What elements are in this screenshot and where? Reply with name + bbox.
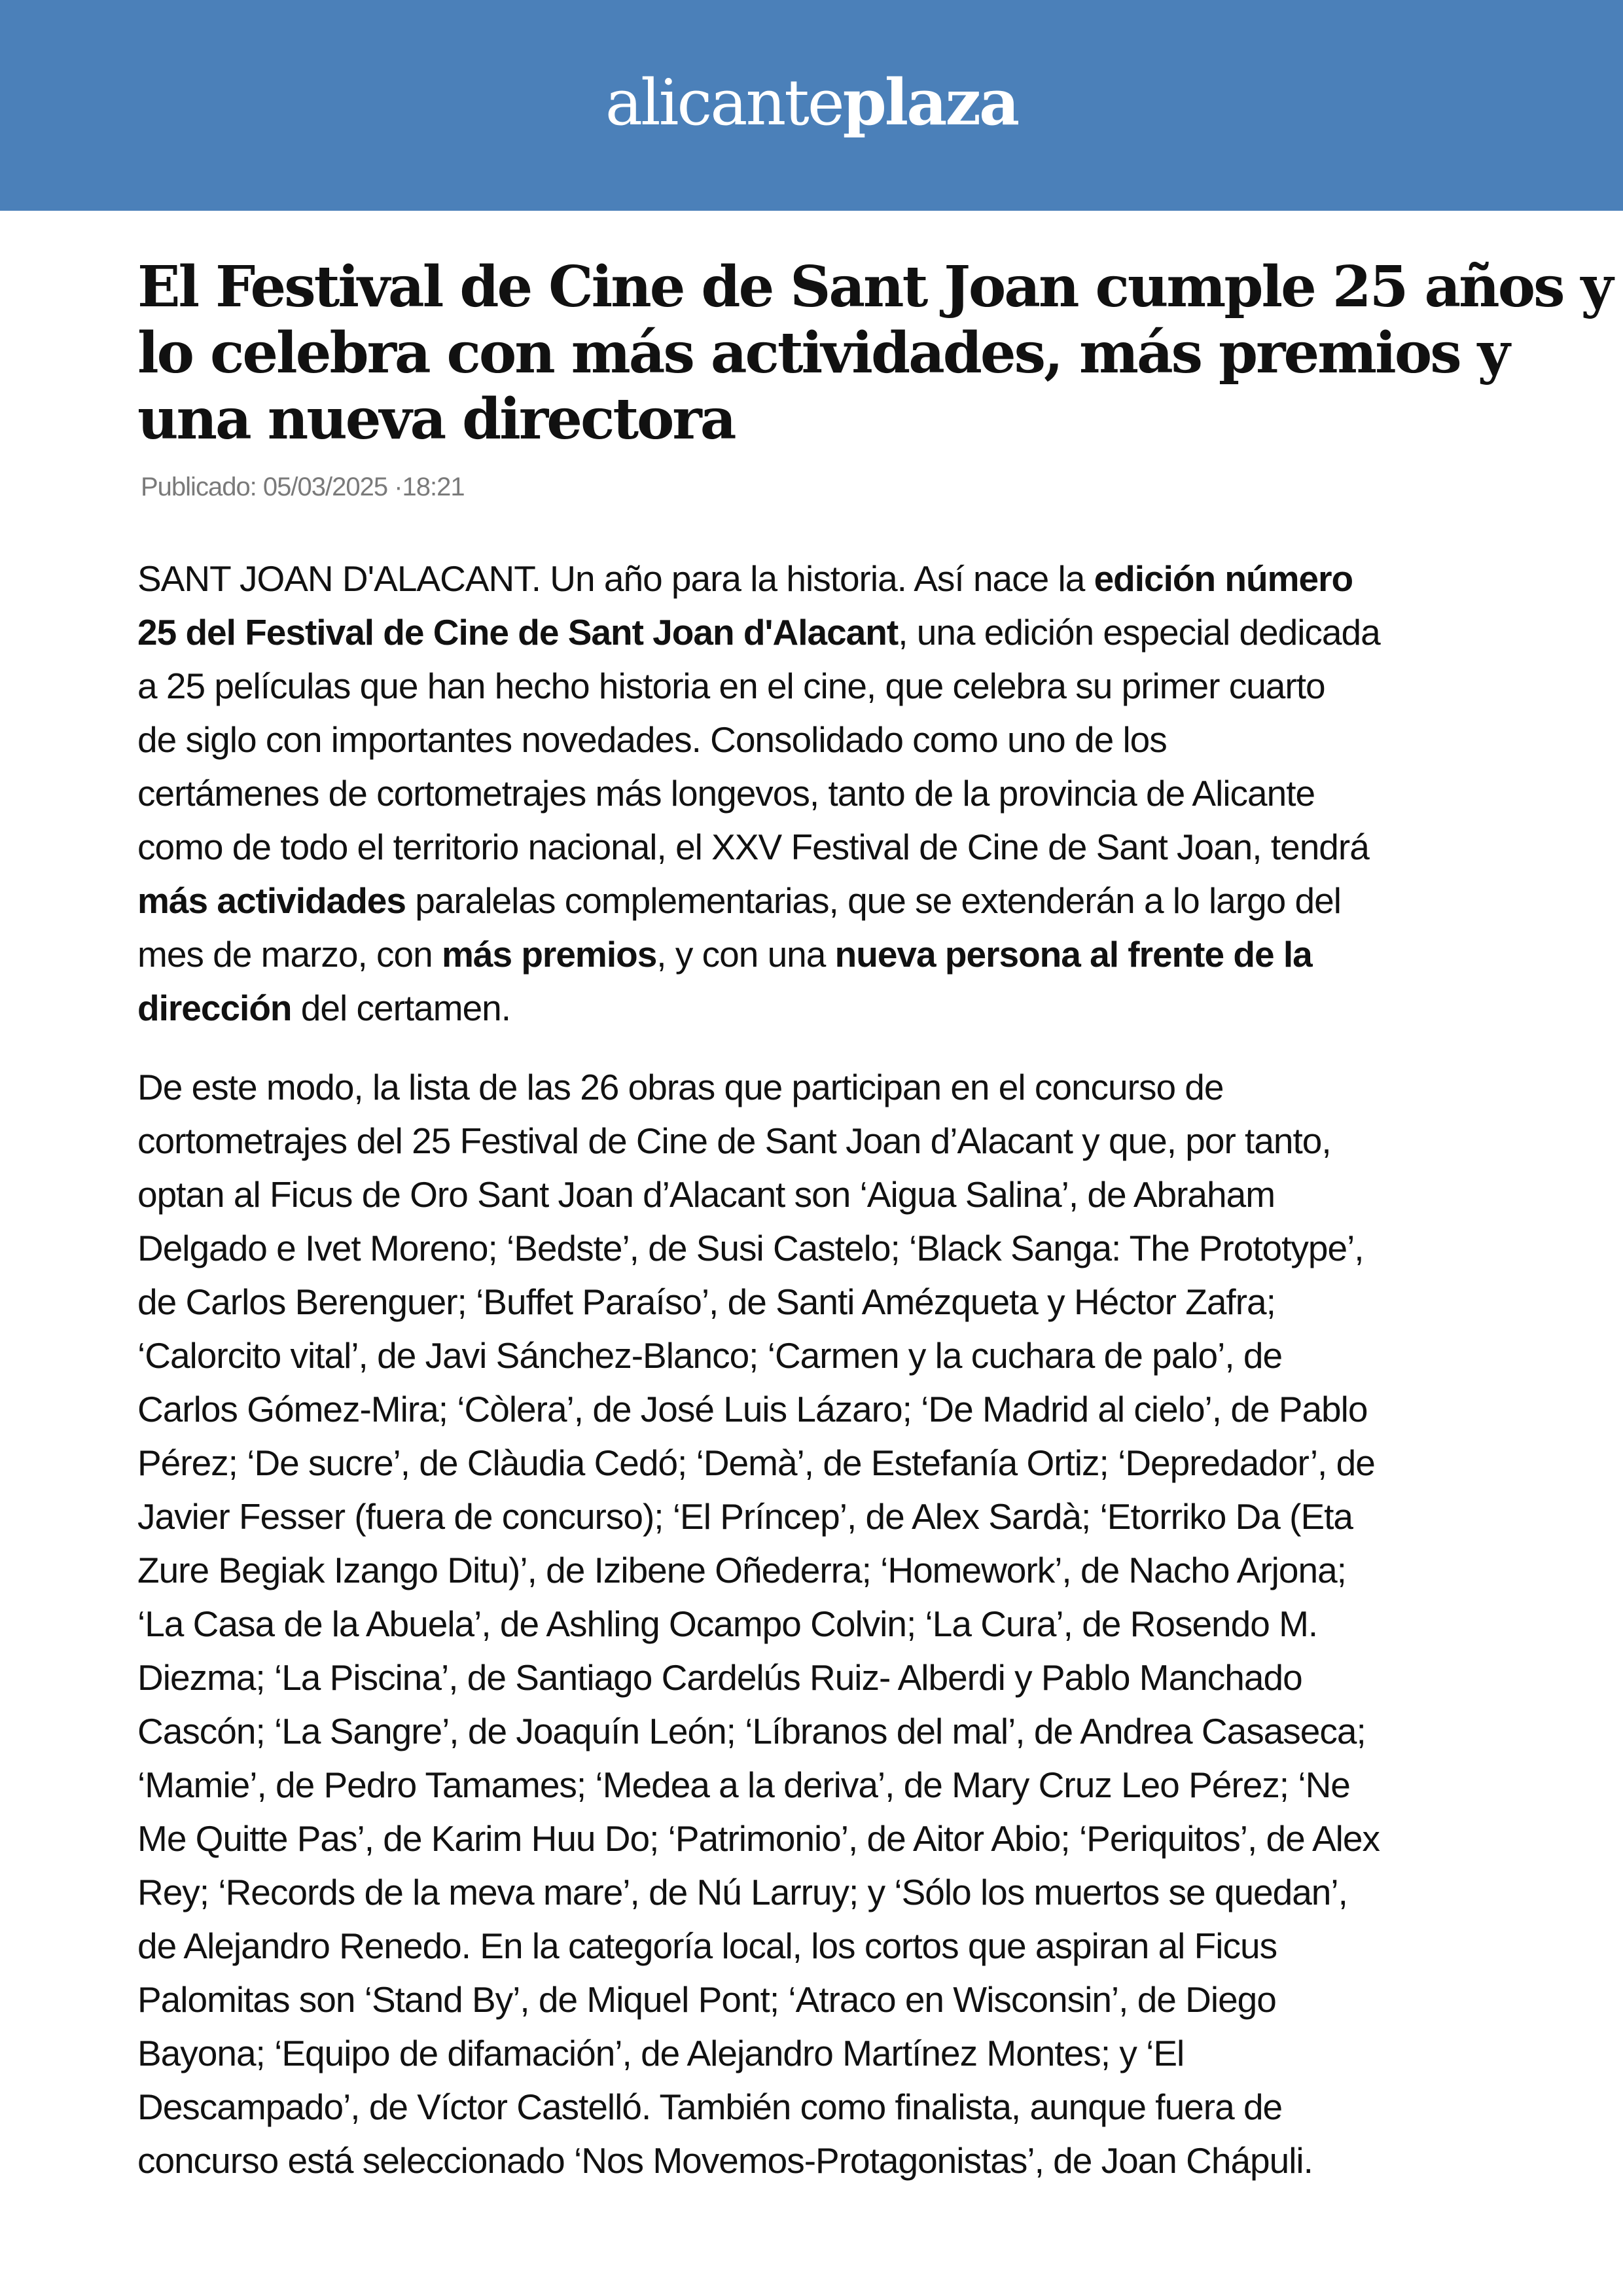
paragraph-line: Me Quitte Pas’, de Karim Huu Do; ‘Patrimonio’, de Aitor Abio; ‘Periquitos’, de Alex <box>137 1818 1380 1859</box>
paragraph-line: optan al Ficus de Oro Sant Joan d’Alacant son ‘Aigua Salina’, de Abraham <box>137 1174 1275 1215</box>
text-run: , una edición especial dedicada <box>898 612 1380 653</box>
paragraph-line <box>137 927 1610 981</box>
paragraph-line: Pérez; ‘De sucre’, de Clàudia Cedó; ‘Demà’, de Estefanía Ortiz; ‘Depredador’, de <box>137 1443 1375 1483</box>
text-run: de siglo con importantes novedades. Consolidado como uno de los <box>137 719 1167 760</box>
site-header <box>0 0 1623 211</box>
published-date: Publicado: 05/03/2025 ·18:21 <box>141 473 465 501</box>
article-title <box>137 254 1612 452</box>
title-line: lo celebra con más actividades, más premios y <box>137 320 1508 386</box>
paragraph-line: Cascón; ‘La Sangre’, de Joaquín León; ‘Líbranos del mal’, de Andrea Casaseca; <box>137 1711 1366 1751</box>
article-paragraph-1 <box>137 552 1610 1035</box>
paragraph-line: Descampado’, de Víctor Castelló. También como finalista, aunque fuera de <box>137 2087 1283 2127</box>
text-run: , y con una <box>656 934 835 975</box>
text-run: como de todo el territorio nacional, el XXV Festival de Cine de Sant Joan, tendrá <box>137 827 1369 867</box>
paragraph-line: Carlos Gómez-Mira; ‘Còlera’, de José Luis Lázaro; ‘De Madrid al cielo’, de Pablo <box>137 1389 1368 1429</box>
paragraph-line: de Alejandro Renedo. En la categoría local, los cortos que aspiran al Ficus <box>137 1926 1277 1966</box>
text-run: certámenes de cortometrajes más longevos, tanto de la provincia de Alicante <box>137 773 1315 814</box>
paragraph-line: Delgado e Ivet Moreno; ‘Bedste’, de Susi Castelo; ‘Black Sanga: The Prototype’, <box>137 1228 1364 1268</box>
bold-text: más premios <box>441 934 657 975</box>
paragraph-line: ‘Mamie’, de Pedro Tamames; ‘Medea a la deriva’, de Mary Cruz Leo Pérez; ‘Ne <box>137 1765 1350 1805</box>
text-run: a 25 películas que han hecho historia en el cine, que celebra su primer cuarto <box>137 666 1325 706</box>
paragraph-line: Javier Fesser (fuera de concurso); ‘El Príncep’, de Alex Sardà; ‘Etorriko Da (Eta <box>137 1496 1353 1537</box>
paragraph-line: cortometrajes del 25 Festival de Cine de Sant Joan d’Alacant y que, por tanto, <box>137 1121 1331 1161</box>
paragraph-line: Rey; ‘Records de la meva mare’, de Nú Larruy; y ‘Sólo los muertos se quedan’, <box>137 1872 1347 1912</box>
bold-text: nueva persona al frente de la <box>834 934 1312 975</box>
paragraph-line: ‘Calorcito vital’, de Javi Sánchez-Blanco; ‘Carmen y la cuchara de palo’, de <box>137 1335 1283 1376</box>
paragraph-line <box>137 713 1610 766</box>
paragraph-line <box>137 981 1610 1035</box>
paragraph-line: concurso está seleccionado ‘Nos Movemos-Protagonistas’, de Joan Chápuli. <box>137 2140 1313 2181</box>
paragraph-line: De este modo, la lista de las 26 obras que participan en el concurso de <box>137 1067 1224 1107</box>
article-paragraph-2 <box>137 1060 1610 2187</box>
text-run: del certamen. <box>291 988 511 1028</box>
paragraph-line: Bayona; ‘Equipo de difamación’, de Alejandro Martínez Montes; y ‘El <box>137 2033 1185 2073</box>
paragraph-line <box>137 766 1610 820</box>
paragraph-line <box>137 659 1610 713</box>
paragraph-line <box>137 820 1610 874</box>
title-line: El Festival de Cine de Sant Joan cumple 25 años y <box>137 254 1612 320</box>
text-run: SANT JOAN D'ALACANT. Un año para la historia. Así nace la <box>137 558 1094 599</box>
bold-text: 25 del Festival de Cine de Sant Joan d'Alacant <box>137 612 899 653</box>
bold-text: dirección <box>137 988 292 1028</box>
paragraph-line <box>137 552 1610 605</box>
paragraph-line <box>137 874 1610 927</box>
paragraph-line: Zure Begiak Izango Ditu)’, de Izibene Oñederra; ‘Homework’, de Nacho Arjona; <box>137 1550 1346 1590</box>
paragraph-line <box>137 605 1610 659</box>
paragraph-line: ‘La Casa de la Abuela’, de Ashling Ocampo Colvin; ‘La Cura’, de Rosendo M. <box>137 1604 1318 1644</box>
paragraph-line: Palomitas son ‘Stand By’, de Miquel Pont; ‘Atraco en Wisconsin’, de Diego <box>137 1979 1276 2020</box>
text-run: paralelas complementarias, que se extenderán a lo largo del <box>405 880 1341 921</box>
bold-text: edición número <box>1094 558 1353 599</box>
logo-text-light: alicante <box>605 66 843 139</box>
paragraph-line: de Carlos Berenguer; ‘Buffet Paraíso’, de Santi Amézqueta y Héctor Zafra; <box>137 1282 1275 1322</box>
bold-text: más actividades <box>137 880 406 921</box>
text-run: mes de marzo, con <box>137 934 442 975</box>
title-line: una nueva directora <box>137 386 735 452</box>
paragraph-line: Diezma; ‘La Piscina’, de Santiago Cardelús Ruiz- Alberdi y Pablo Manchado <box>137 1657 1302 1698</box>
logo-text-bold: plaza <box>842 65 1018 139</box>
site-logo[interactable] <box>0 60 1623 145</box>
